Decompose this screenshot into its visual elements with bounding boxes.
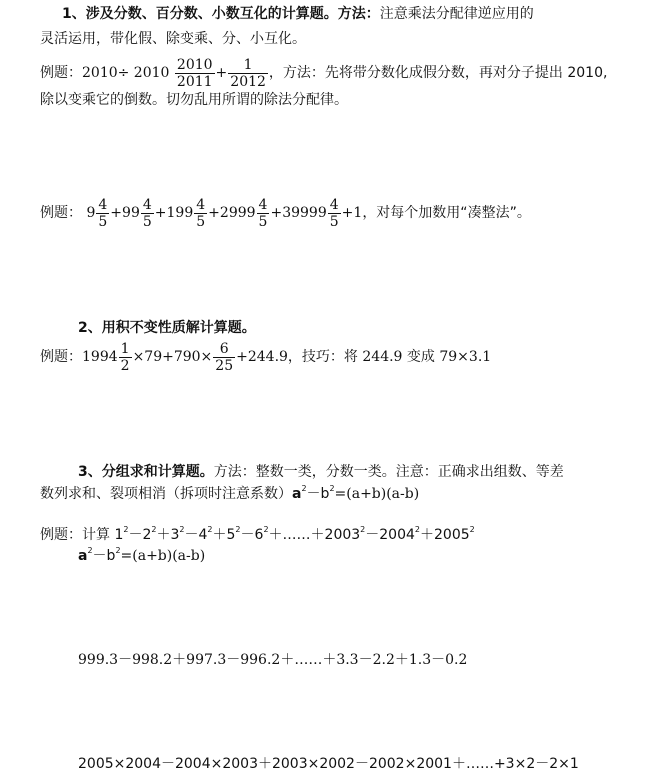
- fraction-numerator: 4: [142, 196, 152, 213]
- series-term: ＋2005: [420, 527, 470, 543]
- section-3-header: [78, 462, 564, 482]
- exponent: 2: [235, 525, 241, 534]
- fraction-denominator: 25: [215, 357, 234, 374]
- series-term: －2: [128, 527, 152, 543]
- section-1-example-1-line2: 除以变乘它的倒数。切勿乱用所谓的除法分配律。: [40, 92, 348, 108]
- fraction-2010-2011: [175, 57, 215, 90]
- mixed-number-fraction: [194, 197, 207, 230]
- section-3-example-formula: [78, 546, 205, 566]
- fraction-numerator: 6: [213, 341, 235, 358]
- mixed-number-sum: [86, 196, 363, 230]
- operator: +: [110, 205, 123, 221]
- example-tip: +244.9，技巧：将 244.9 变成 79×3.1: [236, 349, 492, 365]
- exponent: 2: [263, 525, 269, 534]
- mixed-number-whole: 39999: [282, 205, 327, 221]
- section-3-expression-2: 999.3－998.2＋997.3－996.2＋……＋3.3－2.2＋1.3－0.2: [78, 652, 468, 668]
- example-method-text: ，对每个加数用“凑整法”。: [362, 205, 531, 221]
- plus-sign: +: [215, 65, 228, 81]
- mixed-number-whole: 99: [122, 205, 140, 221]
- exponent: 2: [207, 525, 213, 534]
- example-label: 例题：: [40, 349, 82, 365]
- example-expression: ×79+790×: [132, 349, 213, 365]
- exponent: 2: [87, 546, 93, 555]
- example-label: 例题：计算 1: [40, 527, 124, 543]
- section-1-method-line2: 灵活运用，带化假、除变乘、分、小互化。: [40, 31, 306, 47]
- section-3-method-cont: 数列求和、裂项相消（拆项时注意系数）: [40, 486, 292, 502]
- fraction-1-2: [119, 341, 132, 374]
- fraction-denominator: 5: [329, 213, 339, 230]
- operator: +: [270, 205, 283, 221]
- formula-a: a: [78, 548, 88, 564]
- exponent: 2: [115, 546, 121, 555]
- exponent: 2: [179, 525, 185, 534]
- series-term: －4: [184, 527, 208, 543]
- mixed-number-fraction: [141, 197, 154, 230]
- section-1-example-2: [40, 196, 531, 230]
- example-expression: 2010÷ 2010: [82, 65, 170, 81]
- section-3-method-line2: [40, 484, 419, 504]
- fraction-numerator: 4: [196, 196, 206, 213]
- power-series: [123, 527, 474, 543]
- fraction-numerator: 1: [120, 340, 130, 357]
- mixed-number-whole: 199: [166, 205, 194, 221]
- formula-result: =(a+b)(a-b): [120, 548, 206, 564]
- exponent: 2: [301, 484, 307, 493]
- fraction-denominator: 5: [98, 213, 108, 230]
- mixed-number-whole: 9: [86, 205, 96, 221]
- section-3-example-1: [40, 525, 475, 545]
- section-1-header: [62, 4, 534, 24]
- formula-a: a: [292, 486, 302, 502]
- example-label: 例题：: [40, 65, 82, 81]
- series-term: －6: [240, 527, 264, 543]
- section-1-example-1: [40, 56, 607, 90]
- formula-b: －b: [92, 548, 116, 564]
- series-term: ＋……＋2003: [268, 527, 361, 543]
- fraction-denominator: 2012: [230, 73, 266, 90]
- series-term: －2004: [365, 527, 415, 543]
- fraction-numerator: 1: [228, 57, 268, 74]
- section-3-method: 方法：整数一类，分数一类。注意：正确求出组数、等差: [213, 464, 564, 480]
- section-3-title: 3、分组求和计算题。: [78, 464, 214, 480]
- operator: +: [208, 205, 220, 221]
- formula-result: =(a+b)(a-b): [334, 486, 420, 502]
- formula-b: －b: [306, 486, 330, 502]
- fraction-1-2012: [228, 57, 268, 90]
- example-expression: 1994: [82, 349, 118, 365]
- operator: +: [154, 205, 167, 221]
- exponent: 2: [360, 525, 366, 534]
- fraction-denominator: 5: [142, 213, 152, 230]
- fraction-denominator: 5: [196, 213, 206, 230]
- fraction-numerator: 4: [329, 196, 339, 213]
- fraction-6-25: [213, 341, 235, 374]
- section-1-method-label: 方法：: [337, 6, 380, 22]
- fraction-denominator: 2011: [176, 73, 213, 90]
- series-term: ＋5: [212, 527, 236, 543]
- exponent: 2: [414, 525, 420, 534]
- section-1-method-text: 注意乘法分配律逆应用的: [379, 6, 534, 22]
- series-term: ＋3: [156, 527, 180, 543]
- mixed-number-whole: 2999: [219, 205, 256, 221]
- section-3-expression-3: 2005×2004－2004×2003＋2003×2002－2002×2001＋……+3×2－2×1: [78, 756, 579, 772]
- exponent: 2: [329, 484, 335, 493]
- fraction-numerator: 4: [98, 196, 108, 213]
- section-2-example: [40, 340, 491, 374]
- section-2-title: 2、用积不变性质解计算题。: [78, 320, 256, 336]
- section-1-title: 1、涉及分数、百分数、小数互化的计算题。: [62, 6, 338, 22]
- example-label: 例题：: [40, 205, 82, 221]
- example-method-text: ，方法：先将带分数化成假分数，再对分子提出 2010,: [268, 65, 608, 81]
- operator: +1: [341, 205, 363, 221]
- exponent: 2: [469, 525, 475, 534]
- fraction-denominator: 5: [258, 213, 268, 230]
- mixed-number-fraction: [96, 197, 109, 230]
- exponent: 2: [123, 525, 129, 534]
- exponent: 2: [151, 525, 157, 534]
- fraction-numerator: 2010: [176, 56, 213, 73]
- fraction-numerator: 4: [258, 196, 268, 213]
- fraction-denominator: 2: [120, 357, 130, 374]
- mixed-number-fraction: [328, 197, 341, 230]
- mixed-number-fraction: [257, 197, 270, 230]
